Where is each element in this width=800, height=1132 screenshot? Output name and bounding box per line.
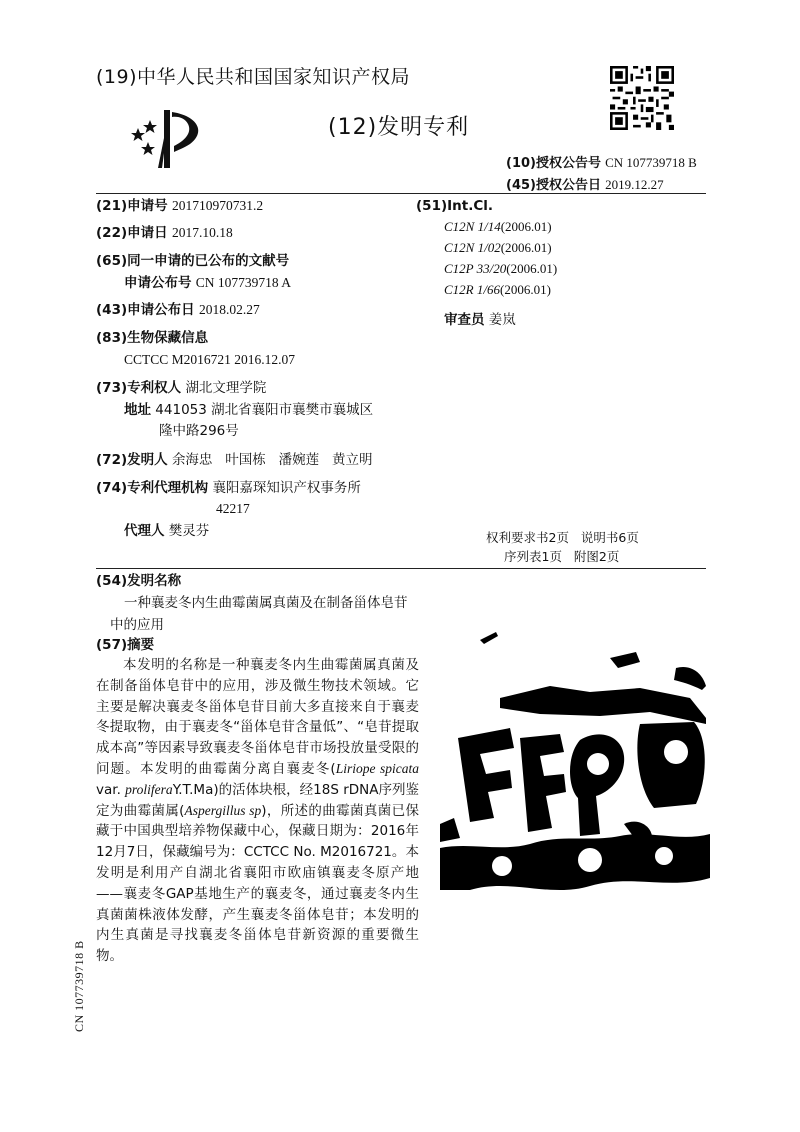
ipc-item: C12N 1/14(2006.01) (444, 219, 552, 234)
agency-label: (74)专利代理机构 (96, 480, 209, 496)
qr-code-icon (610, 66, 674, 130)
abstract-label: (57)摘要 (96, 637, 155, 653)
agent-row (124, 521, 209, 541)
page-count-claims: 权利要求书2页 说明书6页 (486, 530, 639, 545)
grant-date: 2019.12.27 (605, 177, 664, 192)
ipc-item: C12N 1/02(2006.01) (444, 240, 552, 255)
inventors: 余海忠 叶国栋 潘婉莲 黄立明 (171, 452, 373, 468)
grant-number-row (506, 152, 697, 171)
cnipa-logo-icon (128, 108, 208, 172)
examiner: 姜岚 (488, 312, 516, 328)
bio-deposit-label: (83)生物保藏信息 (96, 330, 209, 346)
patentee: 湖北文理学院 (185, 380, 267, 396)
address-label: 地址 (124, 402, 151, 418)
address-line-1: 441053 湖北省襄阳市襄樊市襄城区 (155, 402, 374, 418)
prior-publication-label: (65)同一申请的已公布的文献号 (96, 253, 290, 269)
grant-number: CN 107739718 B (605, 155, 697, 170)
application-date-label: (22)申请日 (96, 225, 168, 241)
examiner-row (444, 310, 516, 330)
inventors-row (96, 450, 373, 470)
publication-date: 2018.02.27 (198, 302, 260, 317)
address-row (124, 400, 373, 420)
bio-deposit-value: CCTCC M2016721 2016.12.07 (124, 352, 296, 367)
patentee-row (96, 378, 266, 398)
application-date: 2017.10.18 (171, 225, 233, 240)
publication-date-label: (43)申请公布日 (96, 302, 195, 318)
header-divider (96, 193, 706, 194)
application-number: 201710970731.2 (171, 198, 264, 213)
document-type: (12)发明专利 (328, 115, 470, 140)
grant-date-label: (45)授权公告日 (506, 178, 601, 193)
ipc-item: C12P 33/20(2006.01) (444, 261, 558, 276)
office-name: (19)中华人民共和国国家知识产权局 (96, 66, 411, 88)
ipc-label: (51)Int.Cl. (416, 198, 494, 214)
invention-title: 一种襄麦冬内生曲霉菌属真菌及在制备甾体皂苷中的应用 (110, 595, 408, 633)
publication-number-row (124, 273, 291, 293)
abstract-text: 本发明的名称是一种襄麦冬内生曲霉菌属真菌及在制备甾体皂苷中的应用，涉及微生物技术领域。它主要是解决襄麦冬甾体皂苷目前大多直接来自于襄麦冬提取物，由于襄麦冬“甾体皂苷含量低”、“皂苷提取成本高”等因素导致襄麦冬甾体皂苷市场投放量受限的问题。本发明的曲霉菌分离自襄麦冬(Liriope spicata var. proliferaY.T.Ma)的活体块根，经18S rDNA序列鉴定为曲霉菌属(Aspergillus sp)，所述的曲霉菌真菌已保藏于中国典型培养物保藏中心，保藏日期为：2016年12月7日，保藏编号为：CCTCC No. M2016721。本发明是利用产自湖北省襄阳市欧庙镇襄麦冬原产地——襄麦冬GAP基地生产的襄麦冬，通过襄麦冬内生真菌菌株液体发酵，产生襄麦冬甾体皂苷；本发明的内生真菌是寻找襄麦冬甾体皂苷新资源的重要微生物。 (96, 657, 420, 965)
application-number-row (96, 196, 263, 216)
application-date-row (96, 223, 233, 243)
agent-label: 代理人 (124, 523, 165, 539)
agency-row (96, 478, 361, 498)
publication-number-label: 申请公布号 (124, 275, 192, 291)
patentee-label: (73)专利权人 (96, 380, 182, 396)
grant-date-row (506, 174, 664, 193)
publication-date-row (96, 300, 260, 320)
address-line-2: 隆中路296号 (159, 423, 239, 439)
examiner-label: 审查员 (444, 312, 485, 328)
abstract-figure (440, 628, 710, 906)
inventors-label: (72)发明人 (96, 452, 168, 468)
publication-number: CN 107739718 A (195, 275, 292, 290)
application-number-label: (21)申请号 (96, 198, 168, 214)
invention-title-label: (54)发明名称 (96, 573, 182, 589)
agency: 襄阳嘉琛知识产权事务所 (212, 480, 361, 496)
grant-number-label: (10)授权公告号 (506, 156, 601, 171)
agent: 樊灵芬 (168, 523, 210, 539)
agency-code: 42217 (216, 501, 250, 516)
side-publication-code: CN 107739718 B (72, 940, 86, 1032)
page-count-sequence: 序列表1页 附图2页 (504, 549, 620, 564)
ipc-item: C12R 1/66(2006.01) (444, 282, 551, 297)
section-divider (96, 568, 706, 569)
